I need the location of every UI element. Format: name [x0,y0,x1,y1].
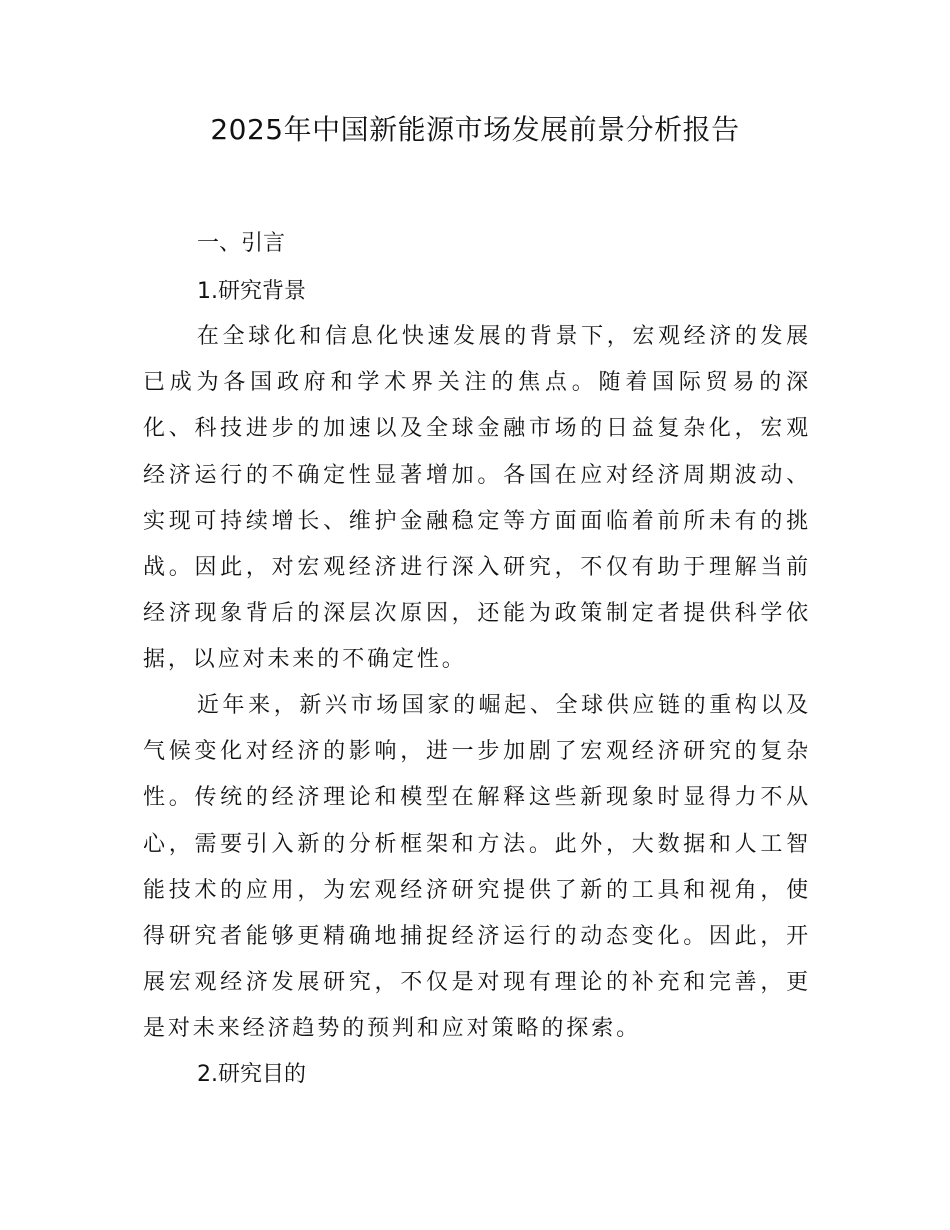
paragraph-background-2: 近年来，新兴市场国家的崛起、全球供应链的重构以及气候变化对经济的影响，进一步加剧了宏观经济研究的复杂性。传统的经济理论和模型在解释这些新现象时显得力不从心，需要引入新的分析框架和方法。此外，大数据和人工智能技术的应用，为宏观经济研究提供了新的工具和视角，使得研究者能够更精确地捕捉经济运行的动态变化。因此，开展宏观经济发展研究，不仅是对现有理论的补充和完善，更是对未来经济趋势的预判和应对策略的探索。 [143,693,811,1042]
document-title: 2025年中国新能源市场发展前景分析报告 [210,113,740,146]
subsection-heading-purpose: 2.研究目的 [197,1062,306,1087]
paragraph-background-1: 在全球化和信息化快速发展的背景下，宏观经济的发展已成为各国政府和学术界关注的焦点。随着国际贸易的深化、科技进步的加速以及全球金融市场的日益复杂化，宏观经济运行的不确定性显著增加。各国在应对经济周期波动、实现可持续增长、维护金融稳定等方面面临着前所未有的挑战。因此，对宏观经济进行深入研究，不仅有助于理解当前经济现象背后的深层次原因，还能为政策制定者提供科学依据，以应对未来的不确定性。 [143,324,811,673]
subsection-heading-background: 1.研究背景 [197,279,306,304]
section-heading-introduction: 一、引言 [197,231,286,256]
